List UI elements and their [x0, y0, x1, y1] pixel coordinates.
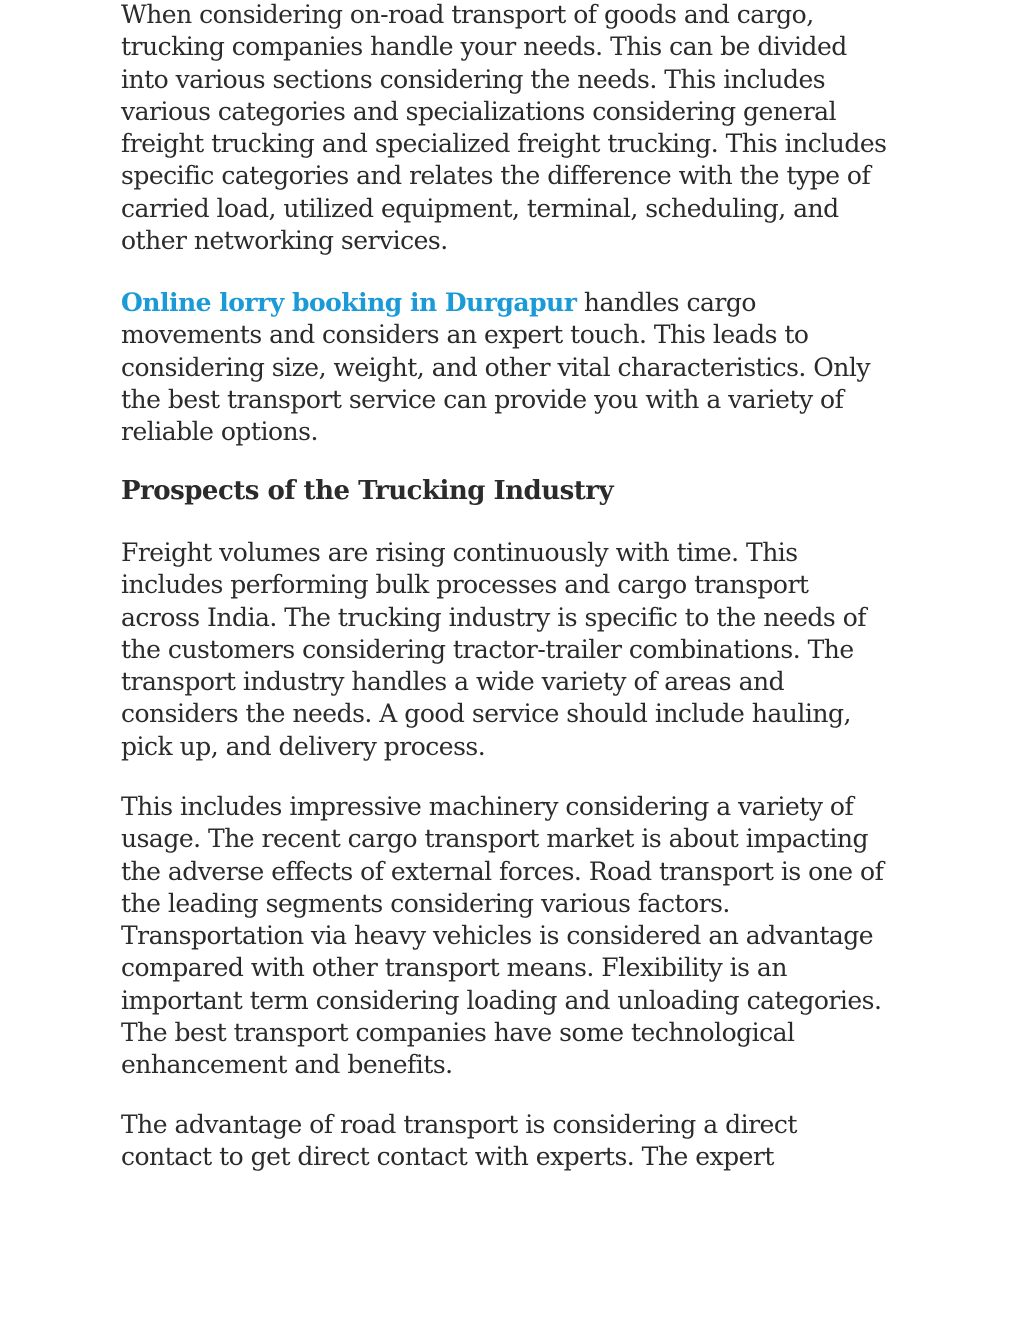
text-line: reliable options. — [121, 417, 318, 447]
text-line: includes performing bulk processes and cargo transport — [121, 570, 809, 600]
text-line: transport industry handles a wide variety of areas and — [121, 667, 785, 697]
text-line: When considering on-road transport of goods and cargo, — [121, 0, 814, 29]
text-line: specific categories and relates the difference with the type of — [121, 161, 871, 191]
text-line: considers the needs. A good service should include hauling, — [121, 699, 851, 729]
text-line: Transportation via heavy vehicles is considered an advantage — [121, 921, 874, 951]
text-line: trucking companies handle your needs. This can be divided — [121, 32, 847, 62]
paragraph-freight-volumes — [121, 537, 866, 763]
text-line: usage. The recent cargo transport market is about impacting — [121, 824, 868, 854]
text-line: Freight volumes are rising continuously with time. This — [121, 538, 798, 567]
text-line: The best transport companies have some technological — [121, 1018, 795, 1048]
text-line: other networking services. — [121, 226, 448, 256]
text-line: This includes impressive machinery considering a variety of — [121, 792, 854, 821]
paragraph-lorry-booking — [121, 287, 870, 448]
text-line: the adverse effects of external forces. Road transport is one of — [121, 856, 884, 886]
text-line: across India. The trucking industry is specific to the needs of — [121, 602, 867, 632]
text-line: the best transport service can provide you with a variety of — [121, 384, 844, 414]
text-line: freight trucking and specialized freight trucking. This includes — [121, 129, 887, 159]
paragraph-advantage — [121, 1109, 797, 1174]
text-line: pick up, and delivery process. — [121, 731, 486, 761]
paragraph-intro — [121, 0, 887, 257]
paragraph-machinery — [121, 791, 883, 1082]
text-line: enhancement and benefits. — [121, 1050, 453, 1080]
lorry-booking-link[interactable]: Online lorry booking in Durgapur — [121, 288, 577, 317]
text-line: the leading segments considering various factors. — [121, 888, 730, 918]
text-line: contact to get direct contact with experts. The expert — [121, 1142, 774, 1172]
text-line: movements and considers an expert touch. This leads to — [121, 320, 809, 350]
text-line: considering size, weight, and other vital characteristics. Only — [121, 352, 871, 382]
text-line: compared with other transport means. Flexibility is an — [121, 953, 787, 983]
text-line: various categories and specializations considering general — [121, 96, 837, 126]
text-line: into various sections considering the needs. This includes — [121, 64, 826, 94]
text-line — [121, 287, 870, 319]
text-fragment: handles cargo — [576, 288, 756, 317]
text-line: carried load, utilized equipment, terminal, scheduling, and — [121, 193, 839, 223]
text-line: the customers considering tractor-trailer combinations. The — [121, 634, 854, 664]
section-heading: Prospects of the Trucking Industry — [121, 476, 614, 506]
text-line: The advantage of road transport is considering a direct — [121, 1110, 797, 1139]
text-line: important term considering loading and unloading categories. — [121, 985, 882, 1015]
